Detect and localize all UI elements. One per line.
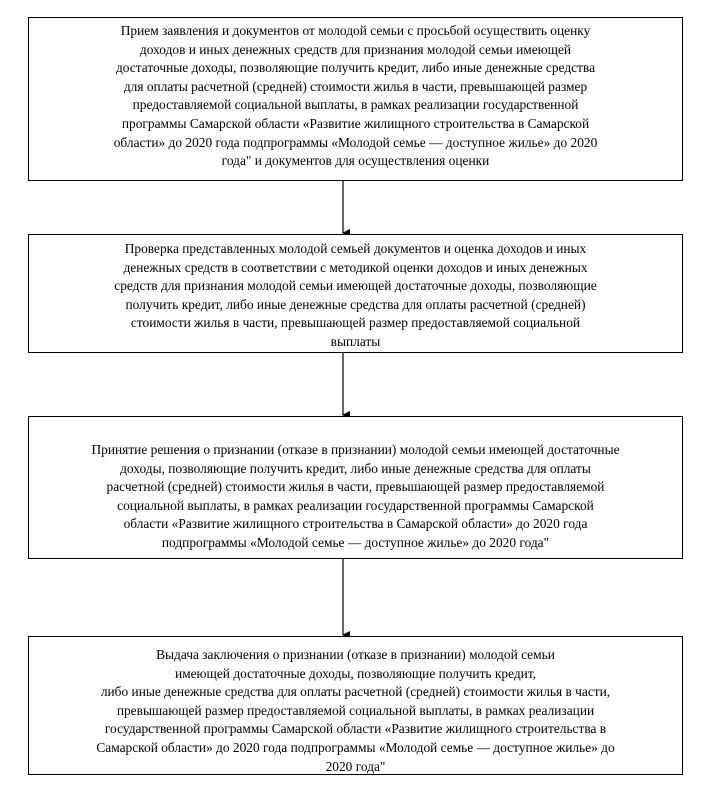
step-box-application-intake	[28, 17, 683, 181]
step-text: Проверка представленных молодой семьей документов и оценка доходов и иных денежных средств в соответствии с методикой оценки доходов и иных денежных средств для признания молодой семьи имеющей достаточные доходы, позволяющие получить кредит, либо иные денежные средства для оплаты расчетной (средней) стоимости жилья в части, превышающей размер предоставляемой социальной выплаты	[114, 241, 597, 349]
step-box-document-verification	[28, 234, 683, 353]
step-text: Выдача заключения о признании (отказе в признании) молодой семьи имеющей достаточные доходы, позволяющие получить кредит, либо иные денежные средства для оплаты расчетной (средней) стоимости жилья в части, превышающей размер предоставляемой социальной выплаты, в рамках реализации государственной программы Самарской области «Развитие жилищного строительства в Самарской области» до 2020 года подпрограммы «Молодой семье — доступное жилье» до 2020 года"	[96, 647, 615, 774]
step-text: Прием заявления и документов от молодой семьи с просьбой осуществить оценку доходов и иных денежных средств для признания молодой семьи имеющей достаточные доходы, позволяющие получить кредит, либо иные денежные средства для оплаты расчетной (средней) стоимости жилья в части, превышающей размер предоставляемой социальной выплаты, в рамках реализации государственной программы Самарской области «Развитие жилищного строительства в Самарской области» до 2020 года подпрограммы «Молодой семье — доступное жилье» до 2020 года" и документов для осуществления оценки	[113, 23, 598, 169]
step-box-issue-conclusion	[28, 636, 683, 775]
step-box-decision	[28, 416, 683, 559]
step-text: Принятие решения о признании (отказе в признании) молодой семьи имеющей достаточные доходы, позволяющие получить кредит, либо иные денежные средства для оплаты расчетной (средней) стоимости жилья в части, превышающей размер предоставляемой социальной выплаты, в рамках реализации государственной программы Самарской области «Развитие жилищного строительства в Самарской области» до 2020 года подпрограммы «Молодой семье — доступное жилье» до 2020 года"	[91, 442, 620, 550]
